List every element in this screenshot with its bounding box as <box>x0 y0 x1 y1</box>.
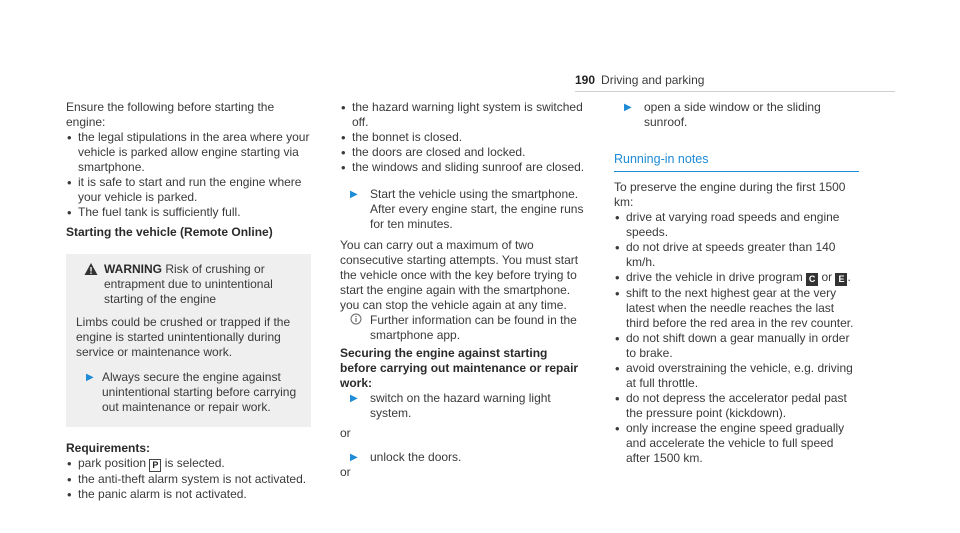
list-item: • do not drive at speeds greater than 140 km/h. <box>614 240 859 270</box>
requirements-label: Requirements: <box>66 441 151 455</box>
list-item: • do not shift down a gear manually in order to brake. <box>614 331 859 361</box>
page-number: 190 <box>575 73 596 87</box>
step-text: switch on the hazard warning light system. <box>370 391 551 420</box>
conditions-list <box>340 100 585 175</box>
warning-label: WARNING <box>104 262 162 276</box>
list-item: • the anti-theft alarm system is not activated. <box>66 472 311 487</box>
warning-step <box>76 370 301 415</box>
arrow-icon: ▶ <box>86 372 94 383</box>
page-header <box>575 73 895 88</box>
instruction-step <box>614 100 859 130</box>
info-note <box>340 313 585 343</box>
list-item: • the bonnet is closed. <box>340 130 585 145</box>
section-heading: Securing the engine against starting before carrying out maintenance or repair work: <box>340 346 579 390</box>
arrow-icon: ▶ <box>624 102 632 113</box>
step-text: open a side window or the sliding sunroof. <box>644 100 821 129</box>
list-item: • The fuel tank is sufficiently full. <box>66 205 311 220</box>
paragraph: You can carry out a maximum of two consecutive starting attempts. You must start the vehicle once with the key before trying to start the engine again with the smartphone. you can stop the vehicle again at any time. <box>340 238 579 312</box>
list-item-text: . <box>847 270 851 284</box>
warning-body: Limbs could be crushed or trapped if the engine is started unintentionally during service or maintenance work. <box>76 315 291 359</box>
list-item: • the windows and sliding sunroof are closed. <box>340 160 585 175</box>
arrow-icon: ▶ <box>350 452 358 463</box>
column-3 <box>614 100 859 466</box>
or-text: or <box>340 426 351 440</box>
column-1 <box>66 100 311 502</box>
list-item: • the hazard warning light system is switched off. <box>340 100 585 130</box>
list-item: • avoid overstraining the vehicle, e.g. driving at full throttle. <box>614 361 859 391</box>
step-text: Start the vehicle using the smartphone. After every engine start, the engine runs for ten minutes. <box>370 187 584 231</box>
column-2 <box>340 100 585 480</box>
requirements-list <box>66 456 311 502</box>
note-text: Further information can be found in the smartphone app. <box>370 313 577 342</box>
list-item: • it is safe to start and run the engine where your vehicle is parked. <box>66 175 311 205</box>
list-item <box>614 270 859 286</box>
heading-divider <box>614 171 859 172</box>
park-position-symbol: P <box>149 459 161 472</box>
list-item: • shift to the next highest gear at the very latest when the needle reaches the last third before the red area in the rev counter. <box>614 286 859 331</box>
running-in-heading: Running-in notes <box>614 152 709 166</box>
arrow-icon: ▶ <box>350 393 358 404</box>
instruction-step <box>340 187 585 232</box>
eco-mode-symbol: E <box>835 273 847 286</box>
intro-text: Ensure the following before starting the engine: <box>66 100 275 129</box>
list-item: • the panic alarm is not activated. <box>66 487 311 502</box>
step-text: unlock the doors. <box>370 450 462 464</box>
warning-icon <box>84 262 98 276</box>
warning-box <box>66 254 311 427</box>
comfort-mode-symbol: C <box>806 273 818 286</box>
header-divider <box>575 91 895 92</box>
list-item-text: or <box>821 270 833 284</box>
section-title: Driving and parking <box>601 73 705 87</box>
list-item: • drive at varying road speeds and engine speeds. <box>614 210 859 240</box>
requirement-text: park position <box>78 456 147 470</box>
requirement-text: is selected. <box>164 456 225 470</box>
section-heading: Starting the vehicle (Remote Online) <box>66 225 273 239</box>
warning-title: Risk of crushing or entrapment due to unintentional starting of the engine <box>104 262 273 306</box>
warning-header <box>76 262 301 307</box>
info-icon <box>350 313 362 325</box>
list-item-text: drive the vehicle in drive program <box>626 270 803 284</box>
or-text: or <box>340 465 351 479</box>
list-item <box>66 456 311 472</box>
conditions-list <box>66 130 311 220</box>
arrow-icon: ▶ <box>350 189 358 200</box>
list-item: • the legal stipulations in the area where your vehicle is parked allow engine starting via smartphone. <box>66 130 311 175</box>
list-item: • only increase the engine speed gradually and accelerate the vehicle to full speed after 1500 km. <box>614 421 859 466</box>
intro-text: To preserve the engine during the first 1500 km: <box>614 180 846 209</box>
instruction-step <box>340 391 585 421</box>
instruction-step <box>340 450 585 465</box>
warning-step-text: Always secure the engine against unintentional starting before carrying out maintenance or repair work. <box>102 370 297 414</box>
list-item: • the doors are closed and locked. <box>340 145 585 160</box>
running-in-list <box>614 210 859 466</box>
list-item: • do not depress the accelerator pedal past the pressure point (kickdown). <box>614 391 859 421</box>
